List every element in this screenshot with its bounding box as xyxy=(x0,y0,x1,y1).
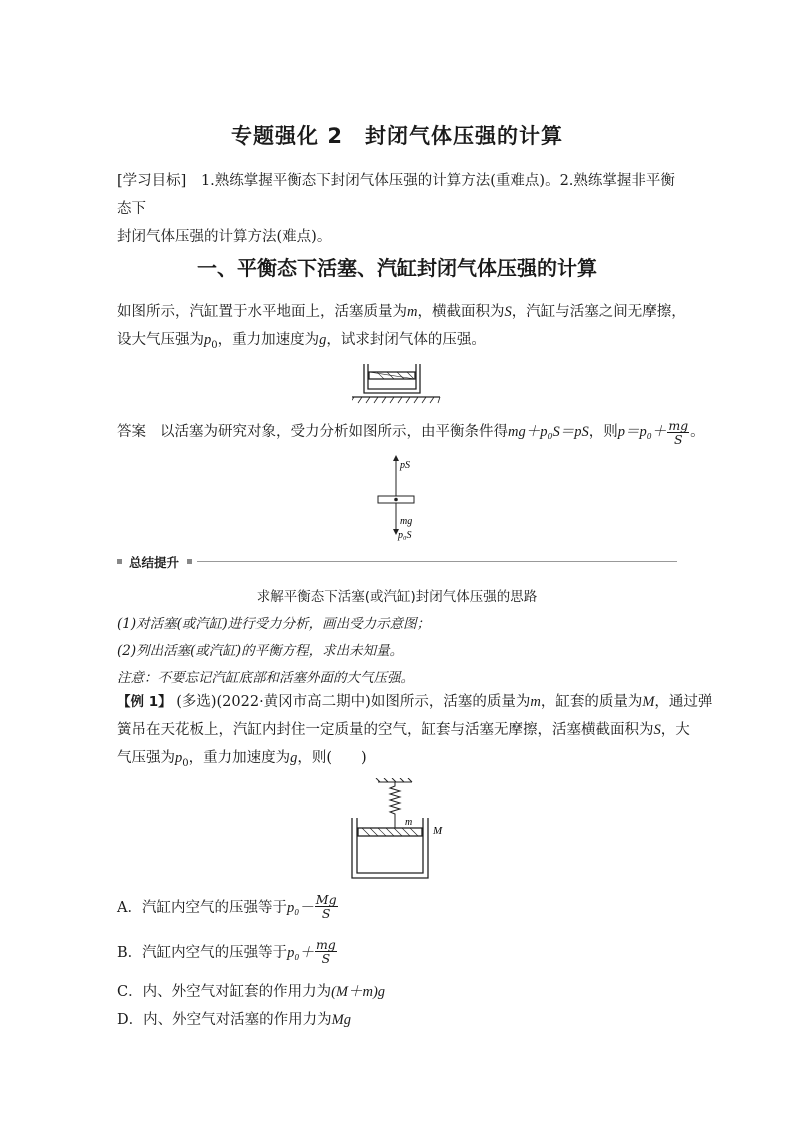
option-B-expr: p₀＋ xyxy=(287,945,314,961)
option-C[interactable] xyxy=(117,980,385,1001)
frac-num: mg xyxy=(315,937,336,952)
learning-objectives xyxy=(117,167,687,251)
option-B[interactable] xyxy=(117,938,338,965)
answer-equation-2: p＝p₀＋ xyxy=(617,424,667,440)
summary-note: 注意：不要忘记汽缸底部和活塞外面的大气压强。 xyxy=(117,670,414,686)
section-1-title: 一、平衡态下活塞、汽缸封闭气体压强的计算 xyxy=(197,256,597,280)
summary-header-label: 总结提升 xyxy=(129,555,180,570)
example-seg: ，重力加速度为 xyxy=(188,750,291,766)
var-p: p xyxy=(204,332,212,348)
answer-seg: ，则 xyxy=(588,424,618,440)
label-pS: pS xyxy=(400,460,410,471)
var-m: m xyxy=(407,304,418,320)
objectives-label: [学习目标] xyxy=(117,173,187,189)
var-g: g xyxy=(290,750,298,766)
option-D-expr: Mg xyxy=(331,1012,351,1028)
example-seg: ，通过弹 xyxy=(654,694,713,710)
answer-seg: 。 xyxy=(690,424,705,440)
var-S: S xyxy=(653,722,661,738)
var-g: g xyxy=(319,332,327,348)
subscript-0: 0 xyxy=(211,339,218,351)
problem-text xyxy=(117,298,687,360)
objectives-line2: 封闭气体压强的计算方法(难点)。 xyxy=(117,229,332,245)
frac-den: S xyxy=(321,951,331,966)
var-p: p xyxy=(175,750,183,766)
label-m: m xyxy=(405,817,413,828)
option-B-text: B．汽缸内空气的压强等于 xyxy=(117,945,288,961)
frac-num: Mg xyxy=(315,892,337,907)
example-seg: ，大 xyxy=(660,722,690,738)
page-title: 专题强化 2 封闭气体压强的计算 xyxy=(231,124,563,148)
cylinder-inner xyxy=(357,818,423,873)
example-label: 【例 1】 xyxy=(117,694,172,710)
frac-den: S xyxy=(321,906,331,921)
fraction-Mg-over-S xyxy=(315,893,338,920)
problem-text-seg: ，汽缸与活塞之间无摩擦， xyxy=(511,304,686,320)
var-S: S xyxy=(504,304,512,320)
example-1-text xyxy=(117,688,713,778)
summary-header xyxy=(117,553,677,571)
hanging-cylinder-figure xyxy=(340,778,460,883)
spring xyxy=(390,782,400,828)
option-D-text: D．内、外空气对活塞的作用力为 xyxy=(117,1012,332,1028)
example-seg: ，则( ) xyxy=(297,750,367,766)
example-seg: 簧吊在天花板上，汽缸内封住一定质量的空气，缸套与活塞无摩擦，活塞横截面积为 xyxy=(117,722,654,738)
var-m: m xyxy=(530,694,541,710)
option-C-expr: (M＋m)g xyxy=(331,984,386,1000)
option-A-expr: p₀－ xyxy=(286,900,314,916)
option-C-text: C．内、外空气对缸套的作用力为 xyxy=(117,984,332,1000)
label-M: M xyxy=(433,825,443,837)
var-M: M xyxy=(642,694,655,710)
summary-subtitle: 求解平衡态下活塞(或汽缸)封闭气体压强的思路 xyxy=(256,589,538,605)
option-D[interactable] xyxy=(117,1008,351,1029)
answer-text xyxy=(117,417,705,447)
subscript-0: 0 xyxy=(182,757,189,769)
problem-text-seg: 设大气压强为 xyxy=(117,332,204,348)
force-diagram xyxy=(370,452,430,544)
problem-text-seg: ，重力加速度为 xyxy=(217,332,320,348)
label-mg: mg xyxy=(400,516,413,527)
frac-num: mg xyxy=(668,417,689,433)
option-A[interactable] xyxy=(117,893,339,920)
example-seg: ，缸套的质量为 xyxy=(540,694,643,710)
example-seg: (多选)(2022·黄冈市高二期中)如图所示，活塞的质量为 xyxy=(176,694,531,710)
answer-seg: 以活塞为研究对象，受力分析如图所示，由平衡条件得 xyxy=(160,424,508,440)
option-A-text: A．汽缸内空气的压强等于 xyxy=(117,900,287,916)
objectives-line1: 1.熟练掌握平衡态下封闭气体压强的计算方法(重难点)。2.熟练掌握非平衡态下 xyxy=(117,173,675,217)
problem-text-seg: 如图所示，汽缸置于水平地面上，活塞质量为 xyxy=(117,304,407,320)
problem-text-seg: ，横截面积为 xyxy=(417,304,505,320)
answer-equation-1: mg＋p₀S＝pS xyxy=(508,424,589,440)
summary-step-1: (1)对活塞(或汽缸)进行受力分析，画出受力示意图； xyxy=(117,616,431,632)
fraction-mg-over-S xyxy=(315,938,337,965)
summary-step-2: (2)列出活塞(或汽缸)的平衡方程，求出未知量。 xyxy=(117,643,404,659)
label-p0S: p₀S xyxy=(398,530,412,541)
cylinder-inner-walls xyxy=(368,364,416,389)
example-seg: 气压强为 xyxy=(117,750,175,766)
frac-den: S xyxy=(673,431,683,447)
cylinder-outer xyxy=(352,818,428,878)
fraction-mg-over-S xyxy=(667,419,689,446)
problem-text-seg: ，试求封闭气体的压强。 xyxy=(326,332,486,348)
answer-label: 答案 xyxy=(117,424,146,440)
cylinder-on-ground-figure xyxy=(352,360,442,408)
